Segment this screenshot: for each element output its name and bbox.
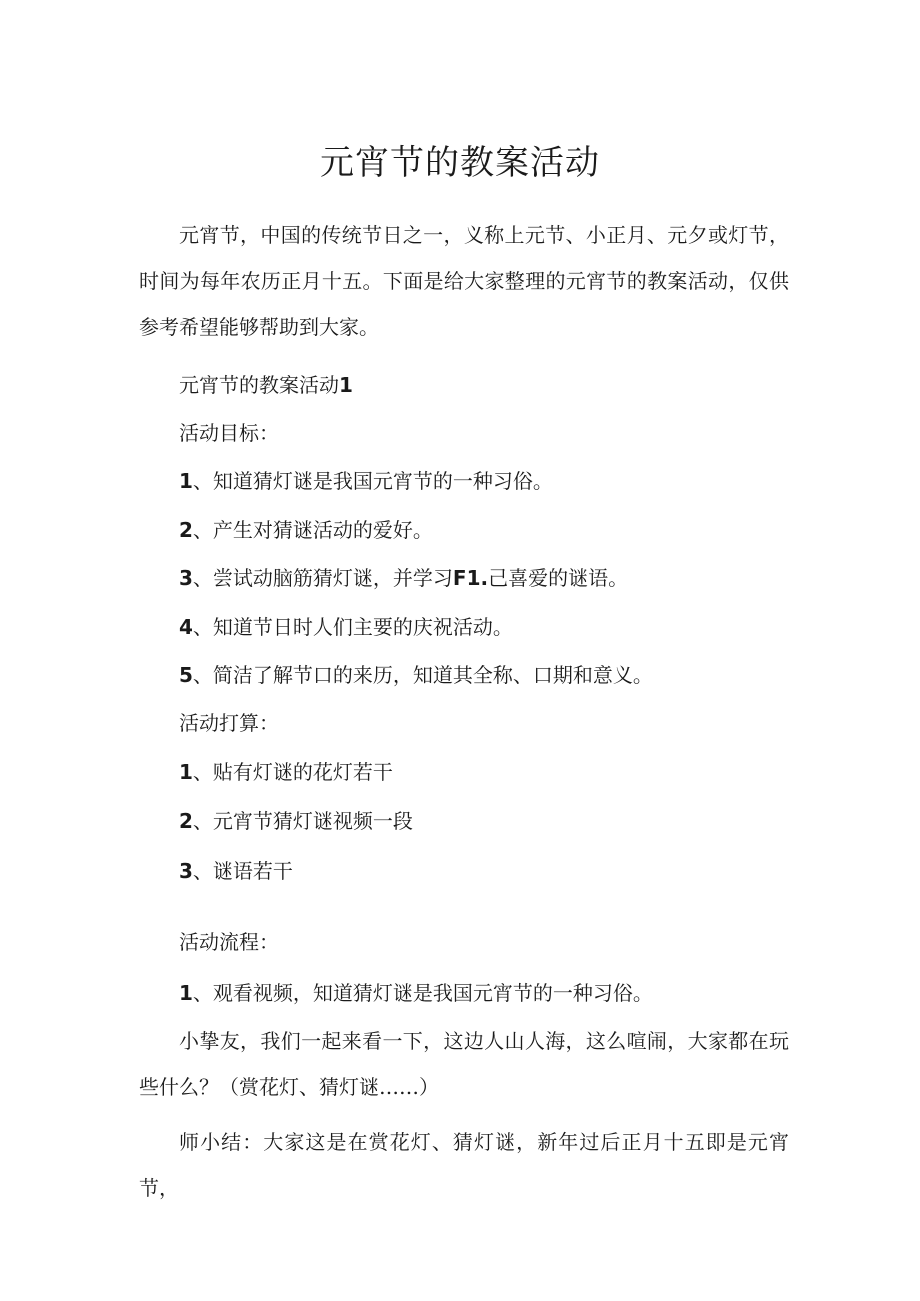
goal-item [179, 466, 553, 496]
item-number: 2 [179, 518, 193, 542]
process-label: 活动流程： [179, 930, 279, 954]
goal-item [179, 515, 433, 545]
item-separator: 、 [192, 615, 213, 639]
item-text: 简洁了解节口的来历，知道其全称、口期和意义。 [212, 663, 653, 687]
item-separator: 、 [192, 566, 213, 590]
goals-label: 活动目标： [179, 421, 279, 445]
goal-item [179, 612, 513, 642]
prep-item [179, 757, 393, 787]
prep-label: 活动打算： [179, 711, 279, 735]
item-text: 知道节日时人们主要的庆祝活动。 [212, 615, 513, 639]
section-heading-text: 元宵节的教案活动 [179, 373, 339, 397]
item-separator: 、 [192, 663, 213, 687]
item-number: 3 [179, 566, 193, 590]
process-step [179, 978, 653, 1008]
item-separator: 、 [192, 981, 213, 1005]
item-separator: 、 [192, 469, 213, 493]
item-text: 产生对猜谜活动的爱好。 [212, 518, 433, 542]
item-number: 3 [179, 859, 193, 883]
item-number: 5 [179, 663, 193, 687]
summary-paragraph: 师小结：大家这是在赏花灯、猜灯谜，新年过后正月十五即是元宵节， [139, 1130, 789, 1200]
item-separator: 、 [192, 809, 213, 833]
item-text: 尝试动脑筋猜灯谜，并学习 [212, 566, 453, 590]
item-text: 贴有灯谜的花灯若干 [212, 760, 393, 784]
page-title: 元宵节的教案活动 [320, 143, 600, 183]
item-text: 知道猜灯谜是我国元宵节的一种习俗。 [212, 469, 553, 493]
item-number: 1 [179, 469, 193, 493]
prep-item [179, 856, 293, 886]
item-text-tail: 己喜爱的谜语。 [488, 566, 629, 590]
goal-item [179, 660, 653, 690]
item-text: 元宵节猜灯谜视频一段 [212, 809, 413, 833]
section-heading-number: 1 [339, 373, 353, 397]
goal-item [179, 563, 628, 593]
item-separator: 、 [192, 760, 213, 784]
item-number: 4 [179, 615, 193, 639]
item-separator: 、 [192, 518, 213, 542]
item-text: 观看视频，知道猜灯谜是我国元宵节的一种习俗。 [212, 981, 653, 1005]
prep-item [179, 806, 413, 836]
item-number: 1 [179, 981, 193, 1005]
item-number: 1 [179, 760, 193, 784]
item-text: 谜语若干 [212, 859, 293, 883]
item-number: 2 [179, 809, 193, 833]
intro-paragraph: 元宵节，中国的传统节日之一，义称上元节、小正月、元夕或灯节，时间为每年农历正月十五。下面是给大家整理的元宵节的教案活动，仅供参考希望能够帮助到大家。 [139, 223, 789, 339]
item-bold-text: F1. [452, 566, 489, 590]
item-separator: 、 [192, 859, 213, 883]
process-paragraph: 小挚友，我们一起来看一下，这边人山人海，这么喧闹，大家都在玩些什么？（赏花灯、猜灯谜……） [139, 1029, 789, 1099]
section-heading [179, 370, 353, 400]
